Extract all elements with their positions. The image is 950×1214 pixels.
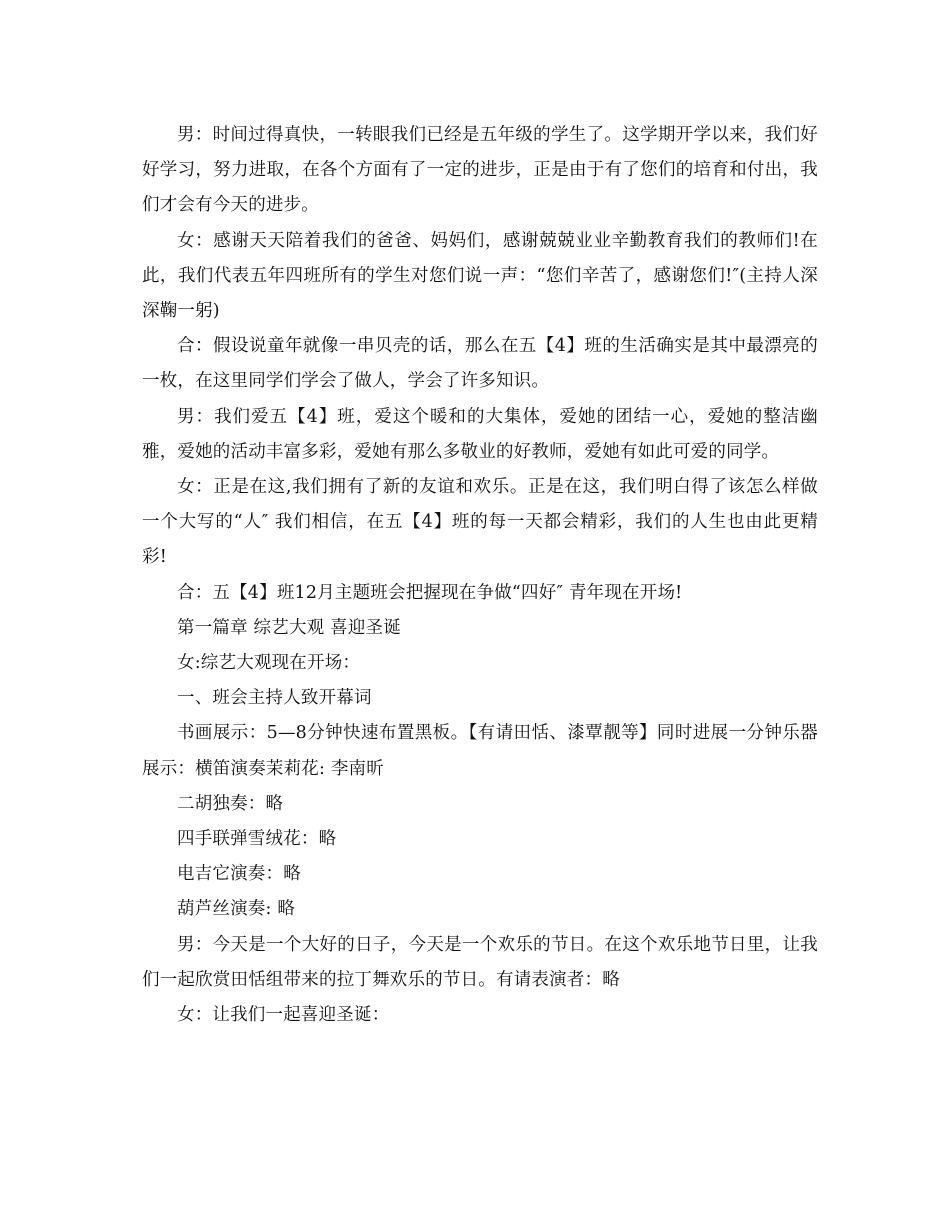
section-heading: 一、班会主持人致开幕词 [177, 688, 372, 709]
dialogue-paragraph: 女：正是在这,我们拥有了新的友谊和欢乐。正是在这，我们明白得了该怎么样做一个大写的“人″ 我们相信，在五【4】班的每一天都会精彩，我们的人生也由此更精彩! [142, 477, 818, 568]
dialogue-paragraph: 男：我们爱五【4】班，爱这个暖和的大集体，爱她的团结一心，爱她的整洁幽雅，爱她的活动丰富多彩，爱她有那么多敬业的好教师，爱她有如此可爱的同学。 [142, 406, 818, 462]
dialogue-paragraph: 女：感谢天天陪着我们的爸爸、妈妈们，感谢兢兢业业辛勤教育我们的教师们!在此，我们代表五年四班所有的学生对您们说一声：“您们辛苦了，感谢您们!″(主持人深深鞠一躬) [142, 230, 818, 322]
dialogue-paragraph: 合：五【4】班12月主题班会把握现在争做“四好″ 青年现在开场! [177, 582, 683, 603]
program-item: 电吉它演奏：略 [177, 864, 301, 885]
dialogue-paragraph: 合：假设说童年就像一串贝壳的话，那么在五【4】班的生活确实是其中最漂亮的一枚，在这里同学们学会了做人，学会了许多知识。 [142, 336, 818, 392]
dialogue-paragraph: 男：今天是一个大好的日子，今天是一个欢乐的节日。在这个欢乐地节日里，让我们一起欣赏田恬组带来的拉丁舞欢乐的节日。有请表演者：略 [142, 934, 818, 990]
program-item: 书画展示：5—8分钟快速布置黑板。【有请田恬、漆覃靓等】同时进展一分钟乐器展示：横笛演奏茉莉花: 李南昕 [142, 723, 818, 779]
program-item: 葫芦丝演奏: 略 [177, 899, 296, 920]
dialogue-paragraph: 女：让我们一起喜迎圣诞： [177, 1005, 390, 1026]
dialogue-paragraph: 男：时间过得真快，一转眼我们已经是五年级的学生了。这学期开学以来，我们好好学习，努力进取，在各个方面有了一定的进步，正是由于有了您们的培育和付出，我们才会有今天的进步。 [142, 125, 818, 216]
program-item: 四手联弹雪绒花：略 [177, 829, 337, 850]
chapter-heading: 第一篇章 综艺大观 喜迎圣诞 [177, 617, 401, 638]
program-item: 二胡独奏：略 [177, 793, 284, 814]
dialogue-paragraph: 女:综艺大观现在开场： [177, 653, 361, 674]
document-body [142, 118, 818, 1033]
